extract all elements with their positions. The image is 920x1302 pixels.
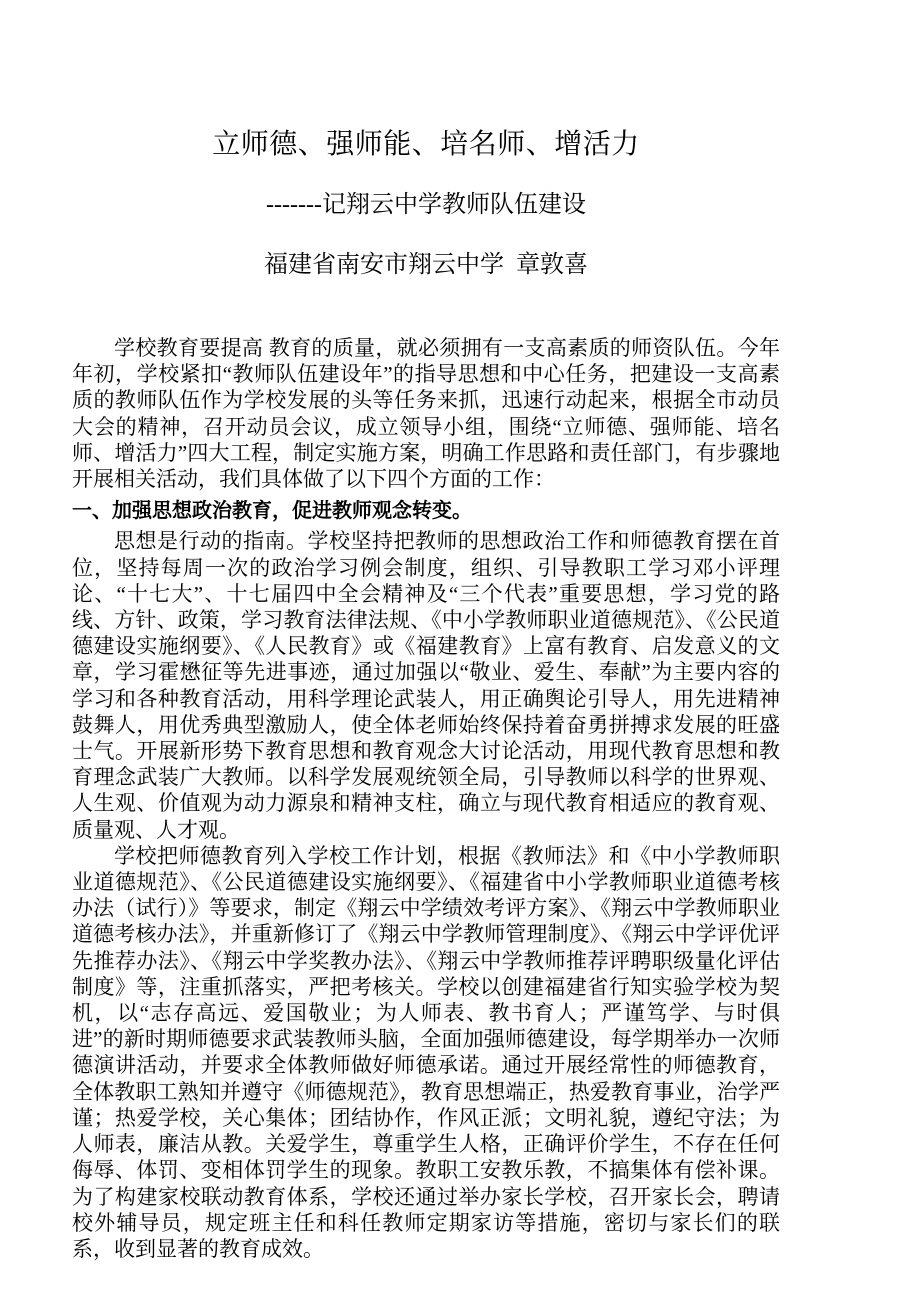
paragraph-intro: 学校教育要提高 教育的质量，就必须拥有一支高素质的师资队伍。今年年初，学校紧扣“教师队伍建设年”的指导思想和中心任务，把建设一支高素质的教师队伍作为学校发展的头等任务来抓，迅速行动起来，根据全市动员大会的精神，召开动员会议，成立领导小组，围绕“立师德、强师能、培名师、增活力”四大工程，制定实施方案，明确工作思路和责任部门，有步骤地开展相关活动，我们具体做了以下四个方面的工作： [72, 336, 780, 492]
paragraph-section1-2: 学校把师德教育列入学校工作计划，根据《教师法》和《中小学教师职业道德规范》、《公民道德建设实施纲要》、《福建省中小学教师职业道德考核办法（试行）》等要求，制定《翔云中学绩效考评方案》、《翔云中学教师职业道德考核办法》，并重新修订了《翔云中学教师管理制度》、《翔云中学评优评先推荐办法》、《翔云中学奖教办法》、《翔云中学教师推荐评聘职级量化评估制度》等，注重抓落实，严把考核关。学校以创建福建省行知实验学校为契机，以“志存高远、爱国敬业；为人师表、教书育人；严谨笃学、与时俱进”的新时期师德要求武装教师头脑，全面加强师德建设，每学期举办一次师德演讲活动，并要求全体教师做好师德承诺。通过开展经常性的师德教育，全体教职工熟知并遵守《师德规范》，教育思想端正，热爱教育事业，治学严谨；热爱学校，关心集体；团结协作，作风正派；文明礼貌，遵纪守法；为人师表，廉洁从教。关爱学生，尊重学生人格，正确评价学生，不存在任何侮辱、体罚、变相体罚学生的现象。教职工安教乐教，不搞集体有偿补课。为了构建家校联动教育体系，学校还通过举办家长学校，召开家长会，聘请校外辅导员，规定班主任和科任教师定期家访等措施，密切与家长们的联系，收到显著的教育成效。 [72, 843, 780, 1261]
paragraph-section1-1: 思想是行动的指南。学校坚持把教师的思想政治工作和师德教育摆在首位，坚持每周一次的政治学习例会制度，组织、引导教职工学习邓小评理论、“十七大”、十七届四中全会精神及“三个代表”重要思想，学习党的路线、方针、政策，学习教育法律法规、《中小学教师职业道德规范》、《公民道德建设实施纲要》、《人民教育》或《福建教育》上富有教育、启发意义的文章，学习霍懋征等先进事迹，通过加强以“敬业、爱生、奉献”为主要内容的学习和各种教育活动，用科学理论武装人，用正确舆论引导人，用先进精神鼓舞人，用优秀典型激励人，使全体老师始终保持着奋勇拼搏求发展的旺盛士气。开展新形势下教育思想和教育观念大讨论活动，用现代教育思想和教育理念武装广大教师。以科学发展观统领全局，引导教师以科学的世界观、人生观、价值观为动力源泉和精神支柱，确立与现代教育相适应的教育观、质量观、人才观。 [72, 529, 780, 842]
document-subtitle: -------记翔云中学教师队伍建设 [266, 192, 586, 218]
section-heading-1: 一、加强思想政治教育，促进教师观念转变。 [72, 500, 472, 523]
document-byline: 福建省南安市翔云中学 章敦喜 [264, 252, 588, 278]
document-body [72, 0, 780, 1262]
document-title: 立师德、强师能、培名师、增活力 [212, 129, 640, 160]
